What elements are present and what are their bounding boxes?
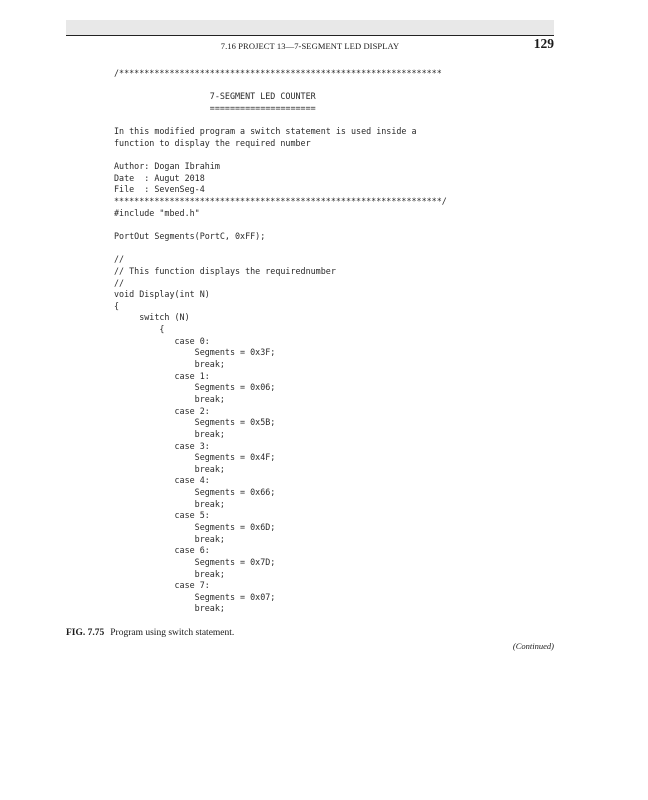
code-line: break; [114, 463, 225, 474]
code-line: *****************************************************************/ [114, 196, 447, 207]
code-line: /**************************************************************** [114, 68, 442, 78]
code-line: case 0: [114, 335, 210, 346]
code-line: PortOut Segments(PortC, 0xFF); [114, 230, 266, 241]
code-line: Segments = 0x3F; [114, 347, 276, 358]
figure-caption [66, 627, 234, 639]
code-line: case 4: [114, 475, 210, 486]
code-line: Segments = 0x6D; [114, 521, 276, 532]
code-line: case 5: [114, 510, 210, 521]
code-line: // [114, 277, 125, 288]
header-rule [66, 35, 554, 36]
code-line: break; [114, 568, 225, 579]
code-line: case 3: [114, 440, 210, 451]
header-shading-bar [66, 20, 554, 35]
code-line: case 2: [114, 405, 210, 416]
code-line: Segments = 0x5B; [114, 417, 276, 428]
figure-label: FIG. 7.75 [66, 628, 105, 638]
page-number: 129 [533, 36, 554, 51]
code-line: Segments = 0x4F; [114, 452, 276, 463]
code-listing [114, 68, 554, 616]
running-head: 7.16 PROJECT 13—7-SEGMENT LED DISPLAY [220, 41, 400, 51]
code-line: break; [114, 498, 225, 509]
code-line [114, 219, 554, 231]
code-line [114, 149, 554, 161]
code-line: Author: Dogan Ibrahim [114, 161, 220, 172]
code-line: Date : Augut 2018 [114, 172, 205, 183]
code-line [114, 115, 554, 127]
code-line: break; [114, 533, 225, 544]
code-line: switch (N) [114, 312, 190, 323]
code-line: In this modified program a switch statement is used inside a [114, 126, 417, 137]
code-line: // This function displays the requirednumber [114, 265, 336, 276]
code-line: break; [114, 603, 225, 614]
code-line: #include "mbed.h" [114, 207, 200, 218]
code-line: // [114, 254, 125, 265]
code-line: break; [114, 359, 225, 370]
code-line: 7-SEGMENT LED COUNTER [114, 91, 316, 102]
code-line: Segments = 0x7D; [114, 556, 276, 567]
code-line: Segments = 0x66; [114, 487, 276, 498]
code-line: File : SevenSeg-4 [114, 184, 205, 195]
code-line [114, 243, 554, 255]
code-line: case 1: [114, 370, 210, 381]
code-line: Segments = 0x06; [114, 382, 276, 393]
code-line: break; [114, 428, 225, 439]
continued-note: (Continued) [512, 641, 554, 651]
code-line: { [114, 300, 120, 311]
figure-caption-text: Program using switch statement. [110, 628, 235, 638]
code-line: void Display(int N) [114, 289, 210, 300]
code-line: case 6: [114, 545, 210, 556]
code-line: function to display the required number [114, 137, 311, 148]
code-line: ===================== [114, 102, 316, 113]
code-line: break; [114, 393, 225, 404]
code-line: Segments = 0x07; [114, 591, 276, 602]
code-line: { [114, 324, 165, 335]
code-line: case 7: [114, 580, 210, 591]
code-line [114, 80, 554, 92]
